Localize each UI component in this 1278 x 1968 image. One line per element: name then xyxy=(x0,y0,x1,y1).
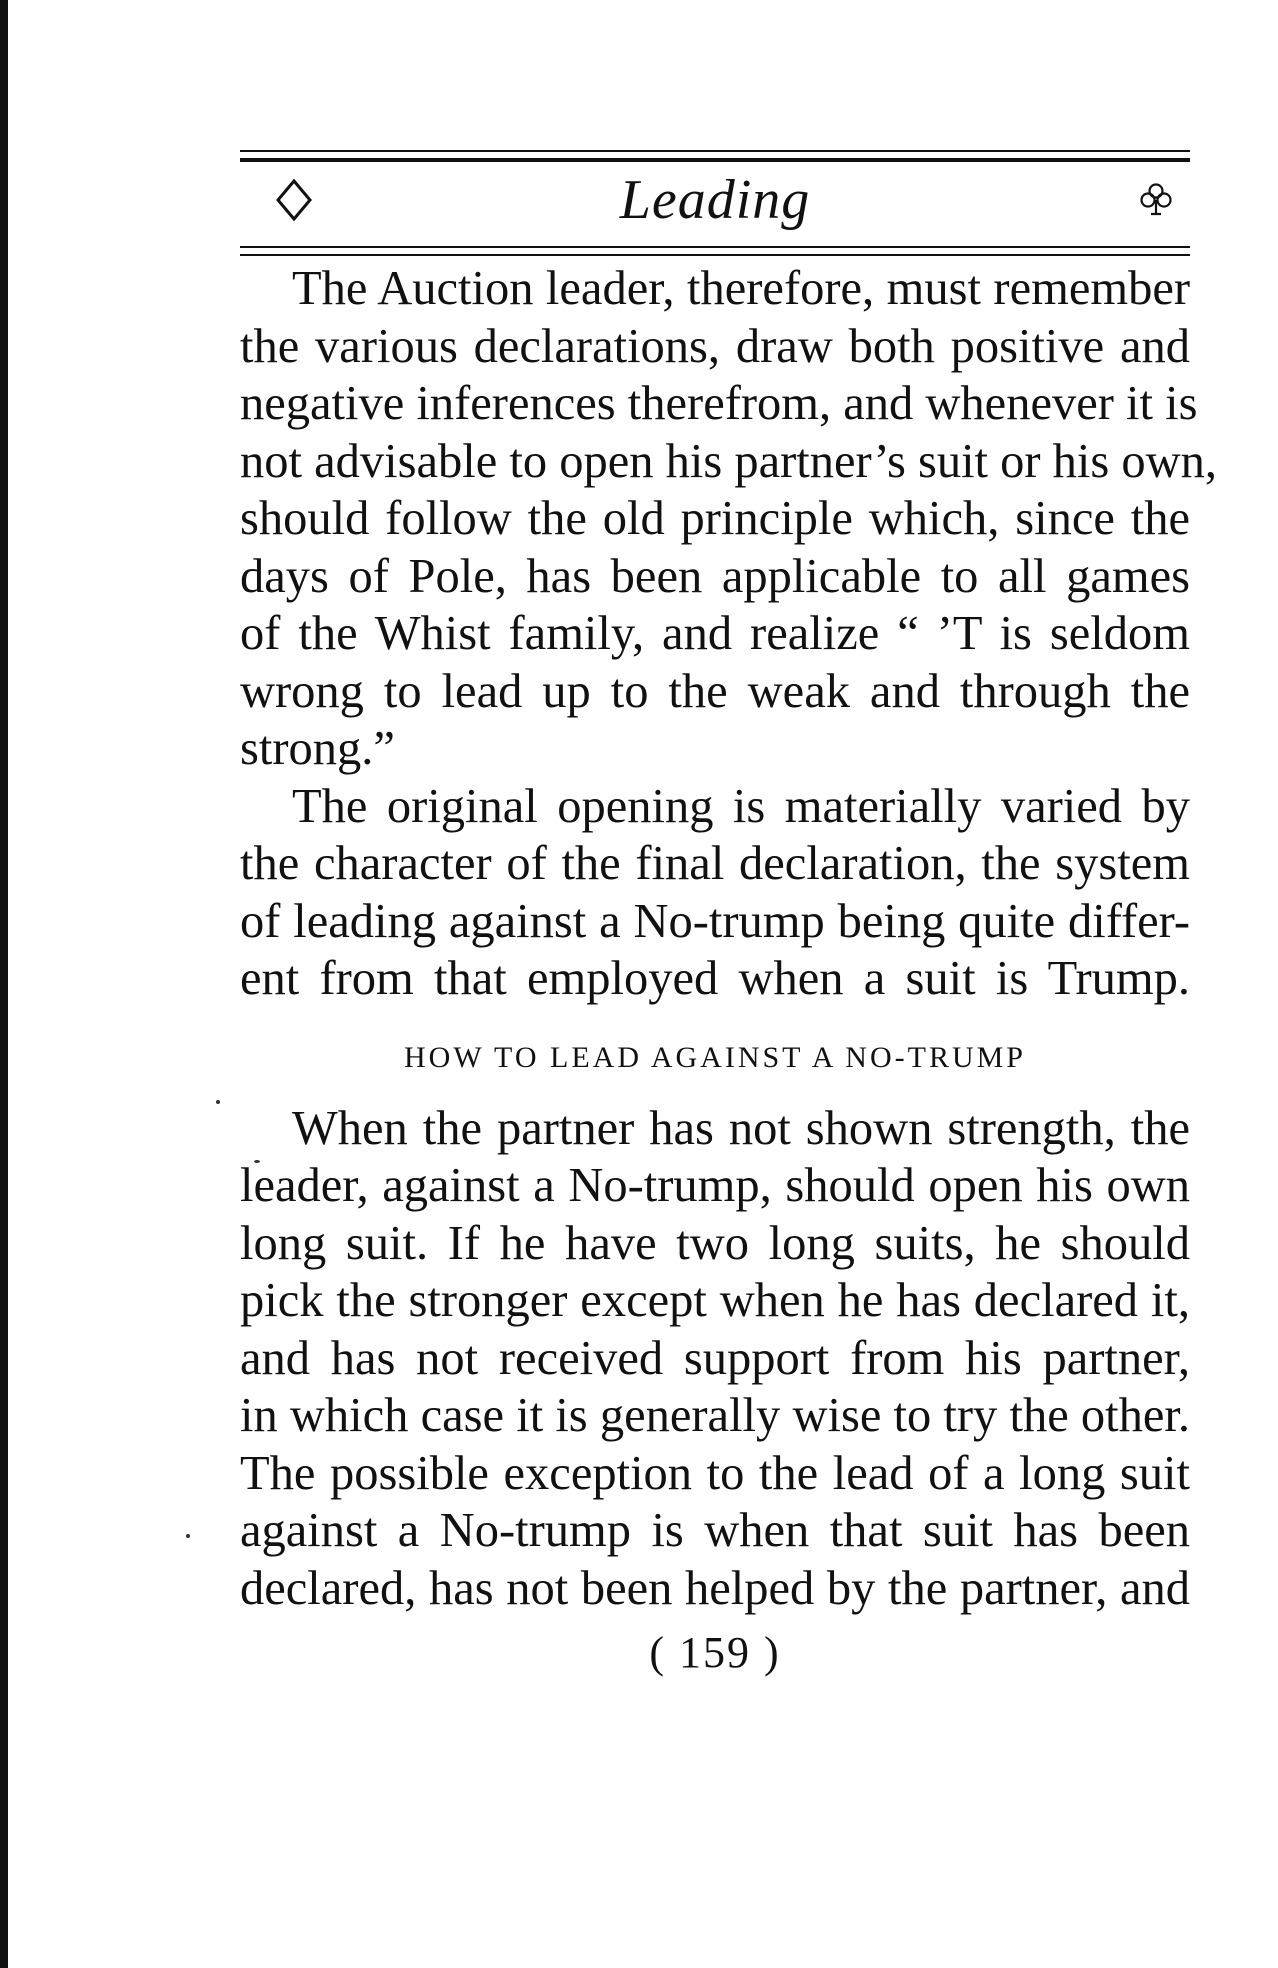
text-line: declared, has not been helped by the partner, and xyxy=(240,1561,1190,1615)
text-line: the various declarations, draw both positive and xyxy=(240,319,1190,373)
text-line: against a No-trump is when that suit has been xyxy=(240,1504,1190,1557)
text-line: days of Pole, has been applicable to all games xyxy=(240,549,1190,603)
section-heading: HOW TO LEAD AGAINST A NO-TRUMP xyxy=(404,1040,1026,1074)
text-line: wrong to lead up to the weak and through the xyxy=(240,664,1190,718)
text-line: long suit. If he have two long suits, he should xyxy=(240,1216,1190,1270)
speck xyxy=(216,1100,220,1104)
text-line: and has not received support from his partner, xyxy=(240,1331,1190,1385)
rule xyxy=(240,254,1190,256)
text-line: The possible exception to the lead of a long suit xyxy=(240,1446,1190,1500)
text-line: of leading against a No-trump being quite differ- xyxy=(240,894,1190,948)
text-line: ent from that employed when a suit is Trump. xyxy=(240,952,1190,1005)
speck xyxy=(186,1534,190,1538)
running-header-title: Leading xyxy=(619,169,811,231)
text-line: strong.” xyxy=(240,722,395,775)
text-line: leader, against a No-trump, should open his own xyxy=(240,1159,1190,1212)
text-line: the character of the final declaration, the system xyxy=(240,837,1190,890)
body-text xyxy=(240,260,1218,1681)
page-number: ( 159 ) xyxy=(649,1628,781,1677)
running-header xyxy=(240,162,1190,246)
text-line: should follow the old principle which, since the xyxy=(240,492,1190,545)
paragraph xyxy=(240,260,1218,778)
page-edge-shadow xyxy=(0,0,8,1968)
text-line: When the partner has not shown strength, the xyxy=(292,1101,1190,1155)
text-line: pick the stronger except when he has declared it, xyxy=(240,1274,1190,1327)
paragraph xyxy=(240,1100,1190,1618)
text-line: not advisable to open his partner’s suit or his own, xyxy=(240,434,1218,488)
header-bottom-rules xyxy=(240,246,1190,256)
header-top-rules xyxy=(240,150,1190,162)
text-line: The Auction leader, therefore, must remember xyxy=(292,262,1190,315)
text-line: of the Whist family, and realize “ ’T is seldom xyxy=(240,607,1190,660)
text-line: negative inferences therefrom, and whenever it is xyxy=(240,377,1198,430)
book-page xyxy=(240,150,1218,1681)
paragraph xyxy=(240,778,1190,1008)
club-suit-outline-icon xyxy=(1138,182,1174,218)
text-line: The original opening is materially varied by xyxy=(292,779,1190,833)
text-line: in which case it is generally wise to try the other. xyxy=(240,1389,1190,1442)
